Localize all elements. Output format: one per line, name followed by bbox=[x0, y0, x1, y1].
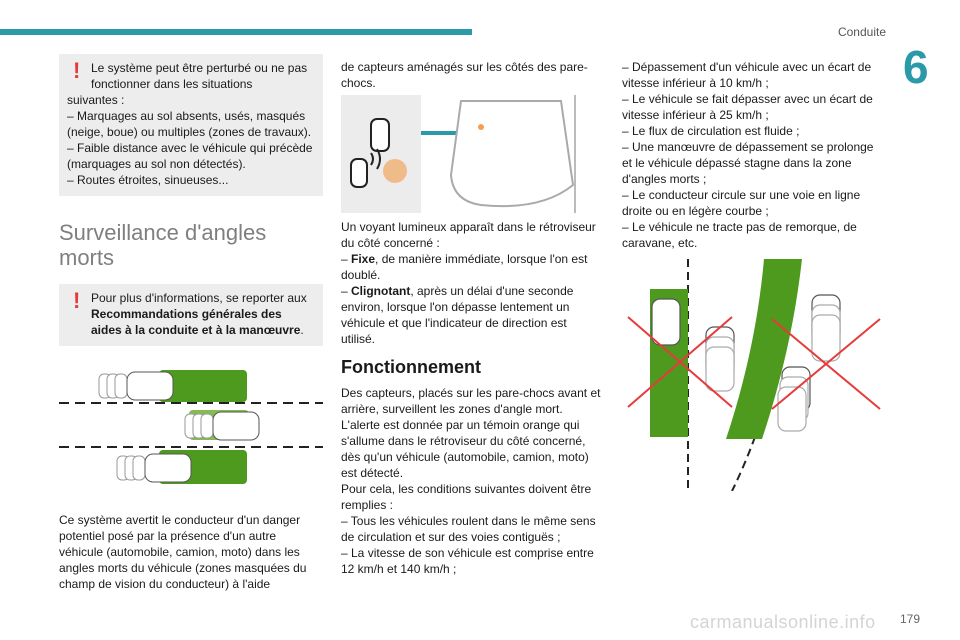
clignotant-item: – Clignotant, après un délai d'une seconde environ, lorsque l'on dépasse lentement un véhicule et que l'indicateur de direction est utilisé. bbox=[341, 284, 574, 346]
clignotant-text: , après un délai d'une seconde environ, lorsque l'on dépasse lentement un véhicule et que l'indicateur de direction est utilisé. bbox=[341, 284, 574, 346]
warning-item: – Marquages au sol absents, usés, masqués (neige, boue) ou multiples (zones de travaux). bbox=[67, 109, 312, 139]
warning-icon: ! bbox=[73, 288, 81, 313]
operation-p2: L'alerte est donnée par un témoin orange qui s'allume dans le rétroviseur du côté concerné, dès qu'un véhicule (automobile, camion, moto) est détecté. bbox=[341, 418, 589, 480]
intro-continued: de capteurs aménagés sur les côtés des pare-chocs. bbox=[341, 60, 588, 90]
reference-lead: Pour plus d'informations, se reporter aux bbox=[91, 291, 307, 305]
condition-item: – Dépassement d'un véhicule avec un écart de vitesse inférieur à 10 km/h ; bbox=[622, 60, 872, 90]
condition-item: – Le conducteur circule sur une voie en ligne droite ou en légère courbe ; bbox=[622, 188, 861, 218]
reference-text bbox=[67, 290, 315, 338]
condition-item: – Le véhicule ne tracte pas de remorque, de caravane, etc. bbox=[622, 220, 857, 250]
section-title: Conduite bbox=[837, 25, 886, 39]
condition-item: – Le véhicule se fait dépasser avec un écart de vitesse inférieur à 25 km/h ; bbox=[622, 92, 873, 122]
column-3 bbox=[622, 59, 884, 491]
chapter-number: 6 bbox=[903, 41, 929, 93]
reference-end: . bbox=[300, 323, 304, 337]
warning-first-line: Le système peut être perturbé ou ne pas fonctionner dans les situations bbox=[91, 61, 308, 91]
header-accent-bar bbox=[0, 29, 472, 35]
operation-p1: Des capteurs, placés sur les pare-chocs avant et arrière, surveillent les zones d'angle mort. bbox=[341, 386, 601, 416]
warning-item: – Faible distance avec le véhicule qui précède (marquages au sol non détectés). bbox=[67, 141, 313, 171]
condition-item: – Tous les véhicules roulent dans le même sens de circulation et sur des voies contiguës ; bbox=[341, 514, 596, 544]
page-number: 179 bbox=[899, 612, 920, 626]
fixe-item: – Fixe, de manière immédiate, lorsque l'on est doublé. bbox=[341, 252, 588, 282]
section-heading-operation: Fonctionnement bbox=[341, 357, 481, 377]
excluded-situations-illustration bbox=[622, 259, 884, 491]
condition-item: – Le flux de circulation est fluide ; bbox=[622, 124, 800, 138]
intro-paragraph: Ce système avertit le conducteur d'un danger potentiel posé par la présence d'un autre véhicule (automobile, camion, moto) dans les angles morts du véhicule (zones masquées du champ de vision du conducteur) à l'aide bbox=[59, 513, 307, 591]
fixe-label: Fixe bbox=[351, 252, 376, 266]
clignotant-label: Clignotant bbox=[351, 284, 411, 298]
reference-link[interactable]: Recommandations générales des aides à la conduite et à la manœuvre bbox=[91, 307, 301, 337]
column-2 bbox=[341, 59, 603, 577]
section-heading-blind-spot: Surveillance d'angles morts bbox=[59, 220, 267, 270]
blind-spot-lanes-illustration bbox=[59, 358, 323, 498]
warning-item: – Routes étroites, sinueuses... bbox=[67, 173, 229, 187]
fixe-text: , de manière immédiate, lorsque l'on est doublé. bbox=[341, 252, 588, 282]
warning-rest: suivantes : bbox=[67, 93, 125, 107]
operation-p3: Pour cela, les conditions suivantes doivent être remplies : bbox=[341, 482, 592, 512]
warning-icon: ! bbox=[73, 58, 81, 83]
voyant-text: Un voyant lumineux apparaît dans le rétroviseur du côté concerné : bbox=[341, 220, 596, 250]
warning-box-limitations bbox=[59, 54, 323, 196]
column-1 bbox=[59, 54, 323, 592]
condition-item: – La vitesse de son véhicule est comprise entre 12 km/h et 140 km/h ; bbox=[341, 546, 594, 576]
mirror-indicator-illustration bbox=[341, 95, 591, 213]
warning-box-reference bbox=[59, 284, 323, 346]
watermark: carmanualsonline.info bbox=[690, 612, 876, 632]
condition-item: – Une manœuvre de dépassement se prolonge et le véhicule dépassé stagne dans la zone d'angles morts ; bbox=[622, 140, 874, 186]
